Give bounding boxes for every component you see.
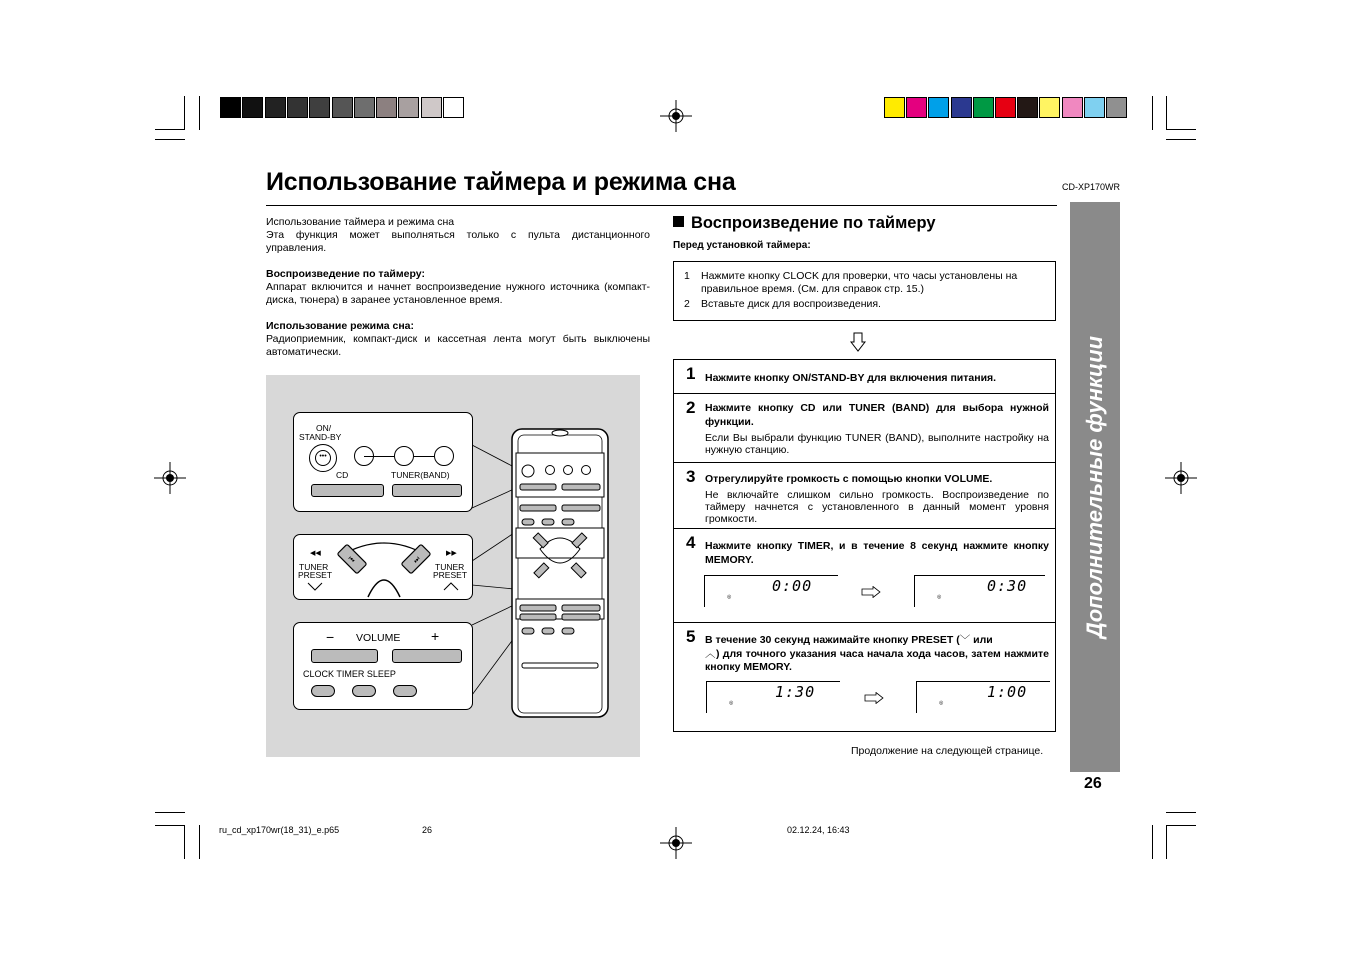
pre-item-text: Нажмите кнопку CLOCK для проверки, что часы установлены на правильное время. (См. для справок стр. 15.): [701, 270, 1018, 295]
gray-swatch: [309, 97, 330, 118]
color-swatch: [1062, 97, 1083, 118]
step-instruction: Нажмите кнопку CD или TUNER (BAND) для выбора нужной функции.: [705, 402, 1049, 428]
section-title-text: Воспроизведение по таймеру: [691, 214, 936, 232]
lcd-display: ◎ 1:00: [916, 681, 1050, 713]
step-separator: [674, 393, 1055, 394]
preset-down-button[interactable]: [339, 545, 367, 573]
color-swatch: [1106, 97, 1127, 118]
intro-text: [266, 216, 650, 359]
title-rule: [266, 205, 1057, 206]
color-swatch: [884, 97, 905, 118]
label-cd: CD: [336, 470, 349, 480]
model-number: CD-XP170WR: [1062, 182, 1121, 192]
volume-up-button[interactable]: [392, 649, 462, 663]
gray-swatch: [242, 97, 263, 118]
label-standby: STAND-BY: [299, 432, 342, 442]
tuner-band-button[interactable]: [392, 484, 462, 497]
step-separator: [674, 622, 1055, 623]
svg-text:◀◀: ◀◀: [310, 549, 321, 557]
footer-filename: ru_cd_xp170wr(18_31)_e.p65: [219, 825, 340, 835]
footer-page: 26: [422, 825, 433, 835]
label-volume: VOLUME: [356, 632, 401, 644]
pre-item: [684, 270, 1049, 295]
volume-plus-icon: +: [431, 628, 440, 644]
square-bullet-icon: [673, 216, 684, 227]
steps-box: [673, 359, 1056, 732]
before-label: Перед установкой таймера:: [673, 240, 811, 251]
svg-text:▶▶: ▶▶: [446, 549, 457, 557]
color-swatch: [1039, 97, 1060, 118]
step-text-part: ) для точного указания часа начала хода часов, затем нажмите кнопку MEMORY.: [705, 647, 1049, 673]
button-link-1: [364, 456, 394, 457]
cd-button[interactable]: [311, 484, 384, 497]
section-sidebar: [1070, 202, 1120, 772]
intro-line1: Использование таймера и режима сна: [266, 216, 455, 228]
step-instruction: Отрегулируйте громкость с помощью кнопки VOLUME.: [705, 473, 993, 485]
volume-down-button[interactable]: [311, 649, 378, 663]
lcd-time: 1:30: [775, 683, 816, 701]
button-link-2: [414, 456, 434, 457]
lcd-display: ◎ 0:30: [914, 575, 1045, 607]
color-swatch: [1084, 97, 1105, 118]
sleep-text: Радиоприемник, компакт-диск и кассетная лента могут быть выключены автоматически.: [266, 333, 650, 358]
label-tuner-right: TUNER: [435, 562, 465, 572]
step-number: 5: [686, 627, 696, 646]
sidebar-label: Дополнительные функции: [1082, 335, 1107, 639]
step-text-part: В течение 30 секунд нажимайте кнопку PRESET (: [705, 634, 960, 646]
label-preset-right: PRESET: [433, 570, 468, 580]
volume-minus-icon: −: [326, 629, 335, 645]
registration-mark-left: [154, 462, 186, 494]
gray-swatch: [220, 97, 241, 118]
step-number: 2: [686, 398, 696, 417]
pre-item-text: Вставьте диск для воспроизведения.: [701, 298, 881, 310]
registration-mark-top: [660, 100, 692, 132]
arrow-right-icon: [864, 692, 884, 704]
label-clock-timer-sleep: CLOCK TIMER SLEEP: [303, 669, 396, 679]
page-number: 26: [1084, 775, 1102, 792]
preparation-box: [673, 261, 1056, 321]
lcd-time: 0:00: [772, 577, 813, 595]
timer-text: Аппарат включится и начнет воспроизведение нужного источника (компакт-диска, тюнера) в заранее установленное время.: [266, 281, 650, 306]
gray-swatch: [354, 97, 375, 118]
step-note: Не включайте слишком сильно громкость. Воспроизведение по таймеру начнется с установленного в данный момент уровня громкости.: [705, 489, 1049, 525]
sleep-button[interactable]: [393, 685, 417, 697]
step-instruction: Нажмите кнопку ON/STAND-BY для включения питания.: [705, 372, 997, 384]
continuation-note: Продолжение на следующей странице.: [851, 745, 1044, 757]
aux-button-3[interactable]: [434, 446, 454, 466]
section-title: [673, 214, 936, 233]
remote-illustration: [266, 375, 640, 757]
on-standby-inner-icon: •••: [315, 450, 331, 466]
preset-down-symbol-icon: ﹀: [959, 634, 971, 646]
color-swatch: [928, 97, 949, 118]
label-preset-left: PRESET: [298, 570, 333, 580]
timer-button[interactable]: [352, 685, 376, 697]
registration-mark-right: [1165, 462, 1197, 494]
step-note: Если Вы выбрали функцию TUNER (BAND), выполните настройку на нужную станцию.: [705, 432, 1049, 456]
arrow-down-icon: [850, 332, 866, 352]
color-swatch: [951, 97, 972, 118]
label-tuner-left: TUNER: [299, 562, 329, 572]
arrow-right-icon: [861, 586, 881, 598]
step-number: 3: [686, 467, 696, 486]
intro-line2: Эта функция может выполняться только с пульта дистанционного управления.: [266, 229, 650, 254]
gray-swatch: [421, 97, 442, 118]
footer-date: 02.12.24, 16:43: [787, 825, 850, 835]
color-swatch: [973, 97, 994, 118]
lcd-display: ◎ 1:30: [706, 681, 840, 713]
step-separator: [674, 462, 1055, 463]
svg-text:⏮: ⏮: [346, 554, 357, 565]
pre-item-number: 1: [684, 270, 690, 282]
pre-item: [684, 298, 1049, 311]
lcd-display: ◎ 0:00: [704, 575, 838, 607]
panel-preset: [293, 534, 473, 600]
preset-up-symbol-icon: ︿: [705, 647, 716, 660]
gray-swatch: [265, 97, 286, 118]
svg-text:⏭: ⏭: [411, 554, 422, 565]
timer-heading: Воспроизведение по таймеру:: [266, 268, 425, 280]
gray-swatch: [398, 97, 419, 118]
step-text-part: или: [970, 634, 993, 646]
panel-power-source: [293, 412, 473, 512]
registration-mark-bottom: [660, 827, 692, 859]
gray-swatch: [332, 97, 353, 118]
sleep-heading: Использование режима сна:: [266, 320, 415, 332]
step-number: 1: [686, 364, 696, 383]
page-title: Использование таймера и режима сна: [266, 168, 736, 196]
step-instruction: [705, 634, 1049, 675]
color-swatch: [906, 97, 927, 118]
panel-volume-timer: [293, 622, 473, 710]
remote-control-icon: [510, 427, 610, 719]
gray-swatch: [376, 97, 397, 118]
preset-up-button[interactable]: [401, 545, 429, 573]
step-number: 4: [686, 533, 696, 552]
step-separator: [674, 528, 1055, 529]
gray-swatch: [287, 97, 308, 118]
label-tuner-band: TUNER(BAND): [391, 470, 450, 480]
gray-swatch: [443, 97, 464, 118]
color-swatch: [995, 97, 1016, 118]
pre-item-number: 2: [684, 298, 690, 310]
step-instruction: Нажмите кнопку TIMER, и в течение 8 секунд нажмите кнопку MEMORY.: [705, 540, 1049, 566]
label-on: ON/: [316, 423, 332, 433]
color-swatch: [1017, 97, 1038, 118]
lcd-time: 0:30: [987, 577, 1028, 595]
clock-button[interactable]: [311, 685, 335, 697]
aux-button-2[interactable]: [394, 446, 414, 466]
lcd-time: 1:00: [987, 683, 1028, 701]
